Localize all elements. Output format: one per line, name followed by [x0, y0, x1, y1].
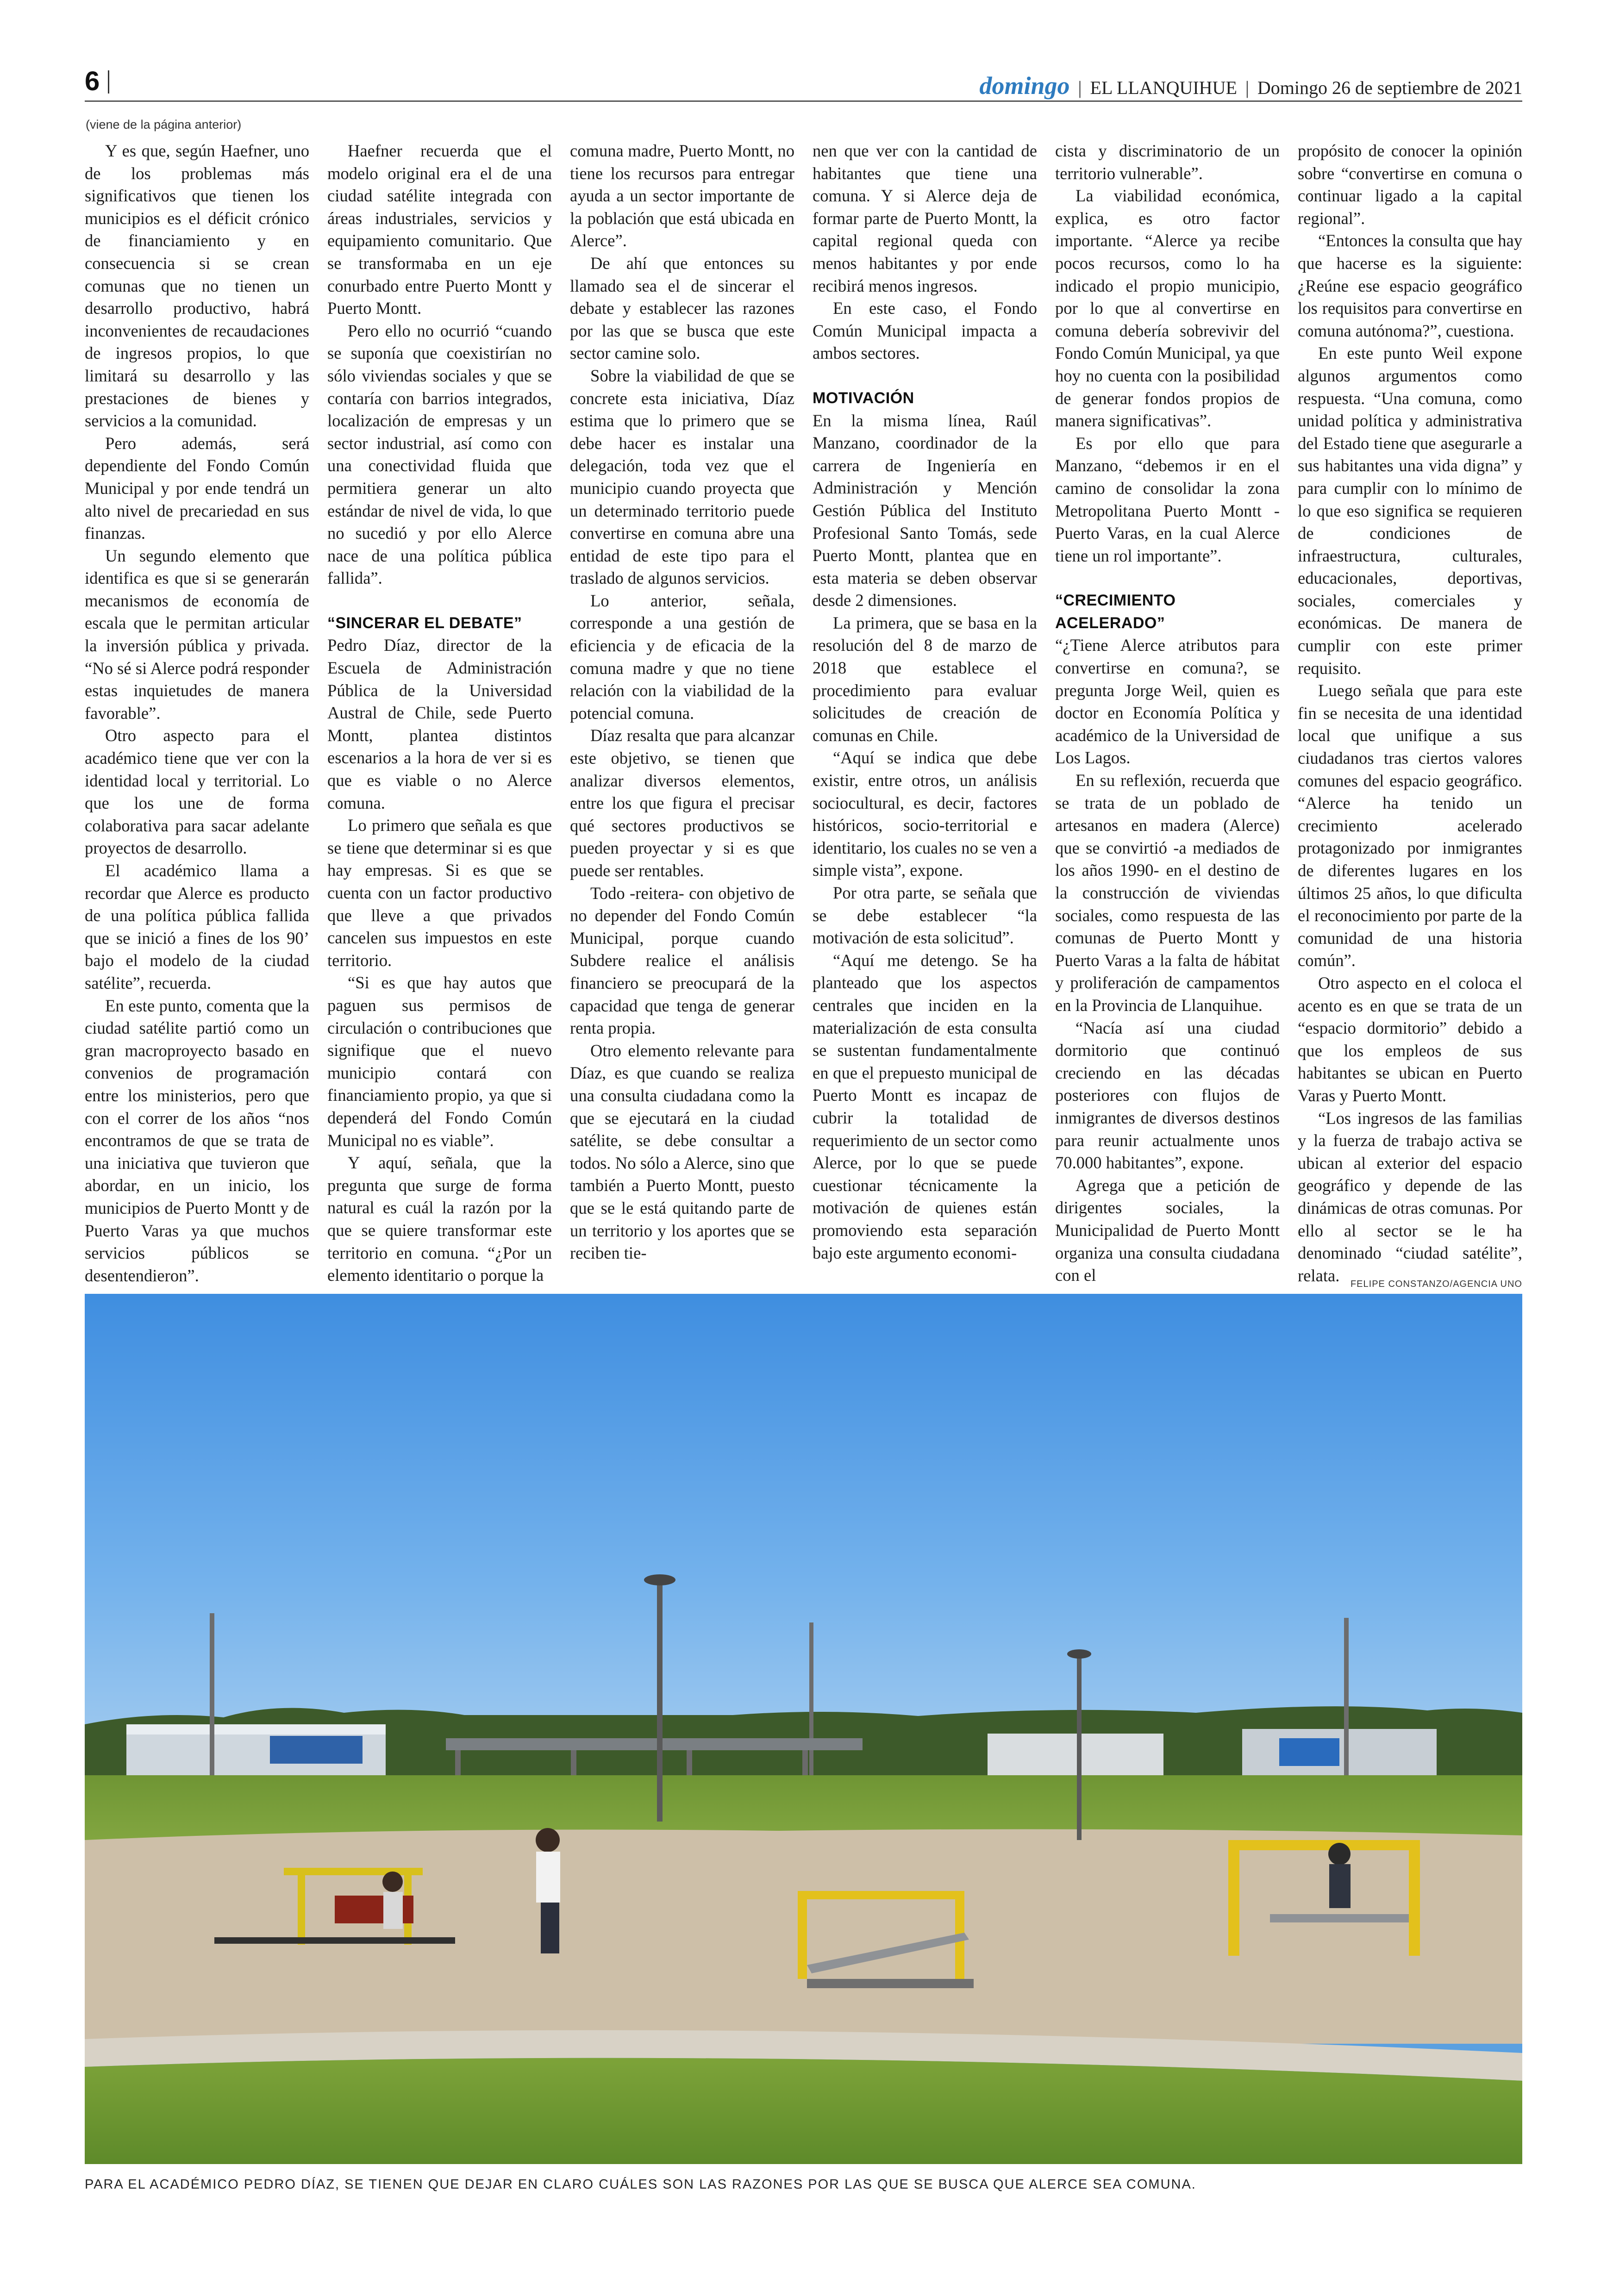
article-paragraph: Por otra parte, se señala que se debe establecer “la motivación de esta solicitud”.: [813, 883, 1037, 948]
section-heading: “CRECIMIENTO ACELERADO”: [1055, 592, 1176, 632]
article-paragraph: Lo anterior, señala, corresponde a una gestión de eficiencia y de eficacia de la comuna madre y que no tiene relación con la viabilidad de la potencial comuna.: [570, 591, 794, 723]
article-paragraph: cista y discriminatorio de un territorio vulnerable”.: [1055, 141, 1280, 183]
article-paragraph: En este punto Weil expone algunos argumentos como respuesta. “Una comuna, como unidad política y administrativa del Estado tiene que asegurarle a sus habitantes una vida digna” y para cumplir con lo mínimo de lo que eso significa se requieren de condiciones de infraestructura, culturales, educacionales, deportivas, sociales, comerciales y económicas. De manera de cumplir con este primer requisito.: [1298, 343, 1522, 678]
article-column-3: [570, 140, 794, 1263]
article-paragraph: Y aquí, señala, que la pregunta que surge de forma natural es cuál la razón por la que se quiere transformar este territorio en comuna. “¿Por un elemento identitario o porque la: [327, 1153, 552, 1285]
article-paragraph: “Los ingresos de las familias y la fuerza de trabajo activa se ubican al exterior del espacio geográfico y depende de las dinámicas de otras comunas. Por ello al sector se le ha denominado “ciudad satélite”, relata.: [1298, 1108, 1522, 1285]
continued-note: (viene de la página anterior): [86, 118, 242, 131]
article-paragraph: En este caso, el Fondo Común Municipal impacta a ambos sectores.: [813, 299, 1037, 363]
page-number: 6: [85, 66, 100, 96]
masthead-separator: |: [1078, 77, 1082, 98]
article-paragraph: Luego señala que para este fin se necesita de una identidad local que unifique a sus ciudadanos tras ciertos valores comunes del espacio geográfico. “Alerce ha tenido un crecimiento acelerado protagonizado por inmigrantes de diferentes lugares en los últimos 25 años, lo que dificulta el reconocimiento por parte de la comunidad de una historia común”.: [1298, 681, 1522, 970]
masthead-separator: |: [1245, 77, 1249, 98]
section-heading: MOTIVACIÓN: [813, 389, 914, 407]
article-paragraph: De ahí que entonces su llamado sea el de sincerar el debate y establecer las razones por las que se busca que este sector camine solo.: [570, 253, 794, 363]
article-paragraph: Pero además, será dependiente del Fondo Común Municipal y por ende tendrá un alto nivel de precariedad en sus finanzas.: [85, 433, 309, 543]
page-header: [85, 65, 1522, 102]
article-paragraph: propósito de conocer la opinión sobre “convertirse en comuna o continuar ligado a la capital regional”.: [1298, 141, 1522, 228]
page-number-divider: [108, 70, 109, 94]
newspaper-name: EL LLANQUIHUE: [1090, 77, 1237, 98]
article-paragraph: Haefner recuerda que el modelo original era el de una ciudad satélite integrada con áreas industriales, servicios y equipamiento comunitario. Que se transformaba en un eje conurbado entre Puerto Montt y Puerto Montt.: [327, 141, 552, 318]
photo-caption: PARA EL ACADÉMICO PEDRO DÍAZ, SE TIENEN QUE DEJAR EN CLARO CUÁLES SON LAS RAZONES POR LAS QUE SE BUSCA QUE ALERCE SEA COMUNA.: [85, 2177, 1196, 2192]
article-paragraph: Un segundo elemento que identifica es que si se generarán mecanismos de economía de escala que le permitan articular la inversión pública y privada. “No sé si Alerce podrá responder estas inquietudes de manera favorable”.: [85, 546, 309, 723]
photo-credit: FELIPE CONSTANZO/AGENCIA UNO: [1350, 1279, 1522, 1289]
article-paragraph: Agrega que a petición de dirigentes sociales, la Municipalidad de Puerto Montt organiza una consulta ciudadana con el: [1055, 1175, 1280, 1285]
article-paragraph: “¿Tiene Alerce atributos para convertirse en comuna?, se pregunta Jorge Weil, quien es doctor en Economía Política y académico de la Universidad de Los Lagos.: [1055, 636, 1280, 767]
article-paragraph: Otro elemento relevante para Díaz, es que cuando se realiza una consulta ciudadana como la que se ejecutará en la ciudad satélite, se debe consultar a todos. No sólo a Alerce, sino que también a Puerto Montt, puesto que se le está quitando parte de un territorio y los aportes que se reciben tie-: [570, 1041, 794, 1263]
article-paragraph: “Aquí se indica que debe existir, entre otros, un análisis sociocultural, es decir, factores históricos, socio-territorial e identitario, los cuales no se ven a simple vista”, expone.: [813, 748, 1037, 880]
article-paragraph: La primera, que se basa en la resolución del 8 de marzo de 2018 que establece el procedimiento para evaluar solicitudes de creación de comunas en Chile.: [813, 613, 1037, 745]
article-paragraph: Otro aspecto en el coloca el acento es en que se trata de un “espacio dormitorio” debido a que los empleos de sus habitantes se ubican en Puerto Varas y Puerto Montt.: [1298, 973, 1522, 1105]
article-paragraph: Lo primero que señala es que se tiene que determinar si es que hay empresas. Si es que se cuenta con un factor productivo que lleve a que privados cancelen sus impuestos en este territorio.: [327, 816, 552, 970]
playground-photo: [85, 1294, 1522, 2164]
article-paragraph: “Entonces la consulta que hay que hacerse es la siguiente: ¿Reúne ese espacio geográfico los requisitos para convertirse en comuna autónoma?”, cuestiona.: [1298, 231, 1522, 340]
article-paragraph: Díaz resalta que para alcanzar este objetivo, se tienen que analizar diversos elementos, entre los que figura el precisar qué sectores productivos se pueden proyectar y si es que puede ser rentables.: [570, 726, 794, 880]
article-paragraph: En este punto, comenta que la ciudad satélite partió como un gran macroproyecto basado en convenios de programación entre los ministerios, pero que con el correr de los años “nos encontramos de que se trata de una iniciativa que tuvieron que abordar, en un inicio, los municipios de Puerto Montt y de Puerto Varas ya que muchos servicios públicos se desentendieron”.: [85, 996, 309, 1285]
article-paragraph: “Nacía así una ciudad dormitorio que continuó creciendo en las décadas posteriores con flujos de inmigrantes de diversos destinos para reunir actualmente unos 70.000 habitantes”, expone.: [1055, 1018, 1280, 1173]
masthead: [979, 71, 1522, 100]
header-rule: [85, 100, 1522, 102]
article-column-2: [327, 140, 552, 1285]
article-paragraph: Todo -reitera- con objetivo de no depender del Fondo Común Municipal, porque cuando Subdere realice el análisis financiero se preocupará de la capacidad que tenga de generar renta propia.: [570, 883, 794, 1038]
article-paragraph: Y es que, según Haefner, uno de los problemas más significativos que tienen los municipios es el déficit crónico de financiamiento y en consecuencia si se crean comunas que no tienen un desarrollo productivo, habrá inconvenientes de recaudaciones de ingresos propios, lo que limitará su desarrollo y las prestaciones de bienes y servicios a la comunidad.: [85, 141, 309, 430]
brand-logo[interactable]: domingo: [979, 72, 1070, 100]
article-paragraph: “Aquí me detengo. Se ha planteado que los aspectos centrales que inciden en la materialización de esta consulta se sustentan fundamentalmente en que el prepuesto municipal de Puerto Montt es incapaz de cubrir la totalidad de requerimiento de un sector como Alerce, por lo que se puede cuestionar técnicamente la motivación de quienes están promoviendo esta separación bajo este argumento economi-: [813, 950, 1037, 1262]
article-column-1: [85, 140, 309, 1285]
issue-date: Domingo 26 de septiembre de 2021: [1257, 77, 1522, 98]
article-paragraph: Pedro Díaz, director de la Escuela de Administración Pública de la Universidad Austral de Chile, sede Puerto Montt, plantea distintos escenarios a la hora de ver si es que es viable o no Alerce comuna.: [327, 636, 552, 812]
article-paragraph: nen que ver con la cantidad de habitantes que tiene una comuna. Y si Alerce deja de formar parte de Puerto Montt, la capital regional queda con menos habitantes y por ende recibirá menos ingresos.: [813, 141, 1037, 295]
article-column-5: [1055, 140, 1280, 1285]
section-heading: “SINCERAR EL DEBATE”: [327, 614, 522, 632]
article-column-4: [813, 140, 1037, 1262]
article-paragraph: “Si es que hay autos que paguen sus permisos de circulación o contribuciones que signifique que el nuevo municipio contará con financiamiento propio, ya que si dependerá del Fondo Común Municipal no es viable”.: [327, 973, 552, 1150]
article-paragraph: comuna madre, Puerto Montt, no tiene los recursos para entregar ayuda a un sector importante de la población que está ubicada en Alerce”.: [570, 141, 794, 250]
article-paragraph: En la misma línea, Raúl Manzano, coordinador de la carrera de Ingeniería en Administración y Mención Gestión Pública del Instituto Profesional Santo Tomás, sede Puerto Montt, plantea que en esta materia se deben observar desde 2 dimensiones.: [813, 411, 1037, 610]
article-paragraph: Otro aspecto para el académico tiene que ver con la identidad local y territorial. Lo que los une de forma colaborativa para sacar adelante proyectos de desarrollo.: [85, 726, 309, 858]
article-paragraph: El académico llama a recordar que Alerce es producto de una política pública fallida que se inició a fines de los 90’ bajo el modelo de la ciudad satélite”, recuerda.: [85, 861, 309, 992]
article-paragraph: La viabilidad económica, explica, es otro factor importante. “Alerce ya recibe pocos recursos, como lo ha indicado el propio municipio, por lo que al convertirse en comuna debería sobrevivir del Fondo Común Municipal, ya que hoy no cuenta con la posibilidad de generar fondos propios de manera significativas”.: [1055, 186, 1280, 430]
article-paragraph: Pero ello no ocurrió “cuando se suponía que coexistirían no sólo viviendas sociales y que se contaría con barrios integrados, localización de empresas y un sector industrial, así como con una conectividad fluida que permitiera generar un alto estándar de nivel de vida, lo que no sucedió y por ello Alerce nace de una política pública fallida”.: [327, 321, 552, 588]
article-paragraph: En su reflexión, recuerda que se trata de un poblado de artesanos en madera (Alerce) que se convirtió -a mediados de los años 1990- en el destino de la construcción de viviendas sociales, como respuesta de las comunas de Puerto Montt y Puerto Varas a la falta de hábitat y proliferación de campamentos en la Provincia de Llanquihue.: [1055, 771, 1280, 1015]
article-paragraph: Es por ello que para Manzano, “debemos ir en el camino de consolidar la zona Metropolitana Puerto Montt - Puerto Varas, en la cual Alerce tiene un rol importante”.: [1055, 433, 1280, 565]
article-paragraph: Sobre la viabilidad de que se concrete esta iniciativa, Díaz estima que lo primero que se debe hacer es instalar una delegación, toda vez que el municipio cuando proyecta que un determinado territorio puede convertirse en comuna abre una entidad de este tipo para el traslado de algunos servicios.: [570, 366, 794, 588]
